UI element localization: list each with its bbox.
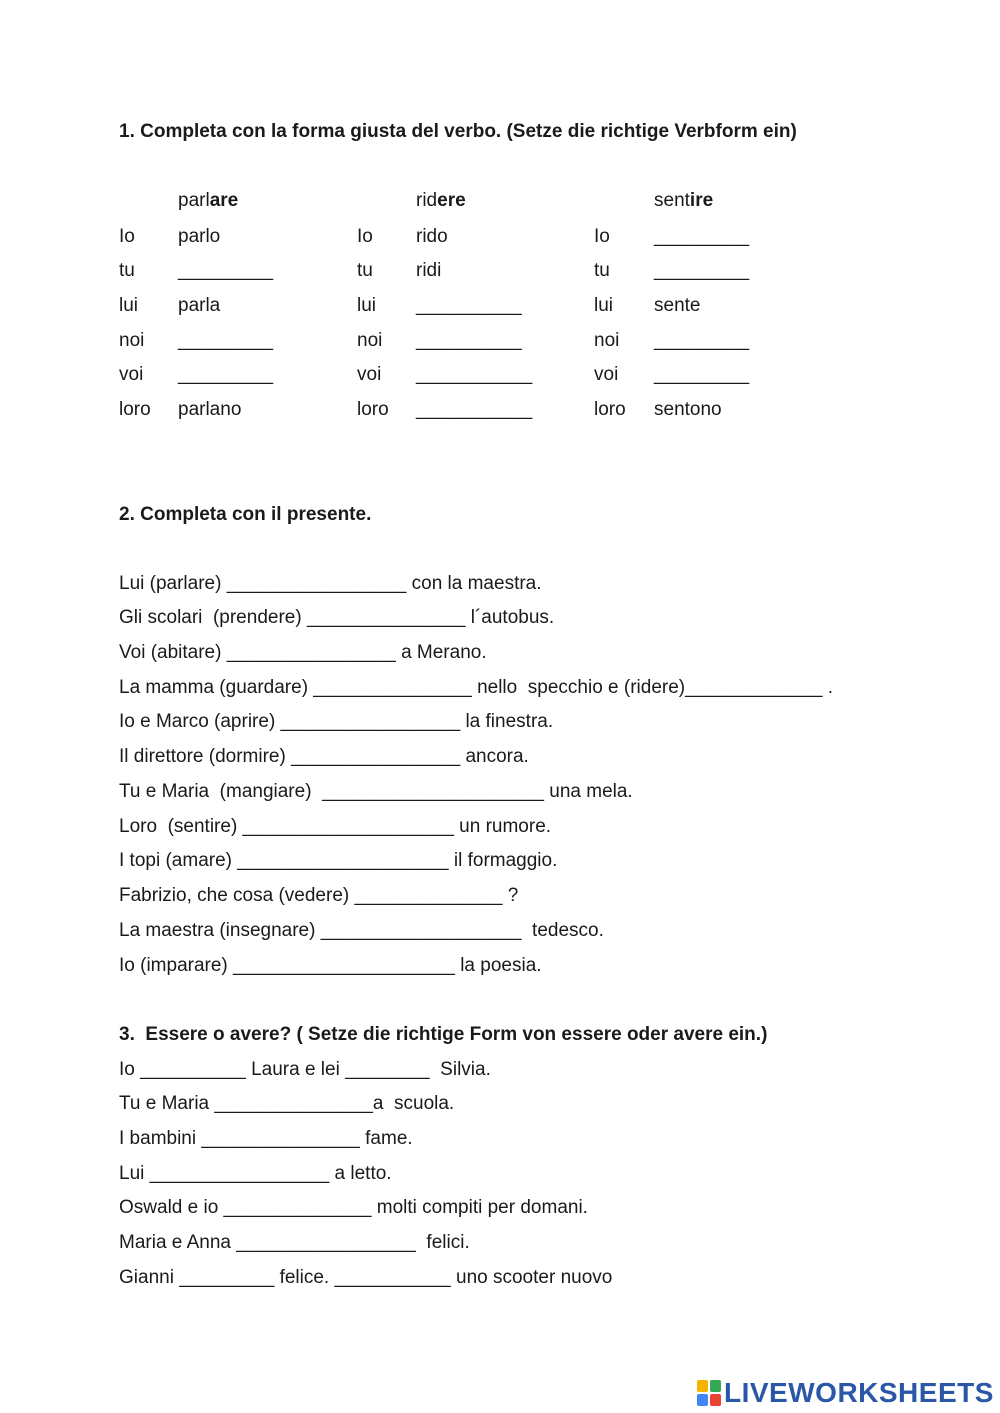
answer-blank[interactable]: ___________ (416, 399, 533, 420)
verb-ending: ere (437, 190, 466, 211)
answer-blank[interactable]: __________ (416, 330, 522, 351)
verb-header-parlare (178, 191, 238, 210)
pronoun: lui (119, 295, 139, 316)
verb-header-ridere (416, 191, 466, 210)
answer-blank[interactable]: _________ (654, 330, 750, 351)
verb-form: parla (178, 295, 221, 316)
exercise-line[interactable]: Tu e Maria _______________a scuola. (119, 1093, 455, 1114)
pronoun: noi (594, 330, 620, 351)
exercise-line[interactable]: Fabrizio, che cosa (vedere) ______________ ? (119, 885, 519, 906)
exercise-line[interactable]: Lui (parlare) _________________ con la maestra. (119, 573, 542, 594)
answer-blank[interactable]: _________ (178, 364, 274, 385)
verb-stem: rid (416, 190, 438, 211)
answer-blank[interactable]: __________ (416, 295, 522, 316)
exercise-line[interactable]: Lui _________________ a letto. (119, 1163, 392, 1184)
liveworksheets-logo-icon (697, 1380, 721, 1406)
verb-stem: sent (654, 190, 690, 211)
verb-form: ridi (416, 260, 442, 281)
exercise-line[interactable]: Il direttore (dormire) ________________ ancora. (119, 746, 529, 767)
exercise-line[interactable]: Gianni _________ felice. ___________ uno scooter nuovo (119, 1267, 613, 1288)
pronoun: Io (119, 226, 135, 247)
verb-form: sentono (654, 399, 722, 420)
liveworksheets-logo[interactable] (697, 1378, 994, 1408)
exercise-line[interactable]: I topi (amare) ____________________ il formaggio. (119, 850, 558, 871)
pronoun: Io (357, 226, 373, 247)
exercise-line[interactable]: Maria e Anna _________________ felici. (119, 1232, 470, 1253)
answer-blank[interactable]: _________ (178, 330, 274, 351)
verb-ending: are (209, 190, 239, 211)
verb-form: sente (654, 295, 701, 316)
pronoun: tu (119, 260, 135, 281)
answer-blank[interactable]: _________ (654, 364, 750, 385)
exercise-line[interactable]: Oswald e io ______________ molti compiti per domani. (119, 1197, 588, 1218)
exercise-line[interactable]: Io (imparare) _____________________ la poesia. (119, 955, 542, 976)
pronoun: Io (594, 226, 610, 247)
section2-heading: 2. Completa con il presente. (119, 504, 372, 525)
pronoun: voi (357, 364, 382, 385)
exercise-line[interactable]: Voi (abitare) ________________ a Merano. (119, 642, 487, 663)
verb-stem: parl (178, 190, 210, 211)
section3-heading: 3. Essere o avere? ( Setze die richtige Form von essere oder avere ein.) (119, 1024, 768, 1045)
pronoun: noi (119, 330, 145, 351)
exercise-line[interactable]: Gli scolari (prendere) _______________ l´autobus. (119, 607, 555, 628)
pronoun: loro (357, 399, 389, 420)
exercise-line[interactable]: Tu e Maria (mangiare) _____________________ una mela. (119, 781, 633, 802)
pronoun: loro (119, 399, 151, 420)
exercise-line[interactable]: La mamma (guardare) _______________ nello specchio e (ridere)_____________ . (119, 677, 834, 698)
verb-form: parlano (178, 399, 242, 420)
pronoun: voi (594, 364, 619, 385)
exercise-line[interactable]: La maestra (insegnare) ___________________ tedesco. (119, 920, 604, 941)
logo-text: LIVEWORKSHEETS (724, 1377, 994, 1408)
pronoun: noi (357, 330, 383, 351)
exercise-line[interactable]: Io __________ Laura e lei ________ Silvia. (119, 1059, 491, 1080)
pronoun: tu (357, 260, 373, 281)
pronoun: lui (594, 295, 614, 316)
section1-heading: 1. Completa con la forma giusta del verbo. (Setze die richtige Verbform ein) (119, 121, 797, 142)
exercise-line[interactable]: I bambini _______________ fame. (119, 1128, 413, 1149)
answer-blank[interactable]: ___________ (416, 364, 533, 385)
answer-blank[interactable]: _________ (654, 226, 750, 247)
verb-form: parlo (178, 226, 221, 247)
pronoun: tu (594, 260, 610, 281)
exercise-line[interactable]: Io e Marco (aprire) _________________ la finestra. (119, 711, 554, 732)
answer-blank[interactable]: _________ (654, 260, 750, 281)
answer-blank[interactable]: _________ (178, 260, 274, 281)
exercise-line[interactable]: Loro (sentire) ____________________ un rumore. (119, 816, 552, 837)
verb-form: rido (416, 226, 448, 247)
pronoun: loro (594, 399, 626, 420)
verb-ending: ire (689, 190, 714, 211)
verb-header-sentire (654, 191, 713, 210)
pronoun: voi (119, 364, 144, 385)
pronoun: lui (357, 295, 377, 316)
